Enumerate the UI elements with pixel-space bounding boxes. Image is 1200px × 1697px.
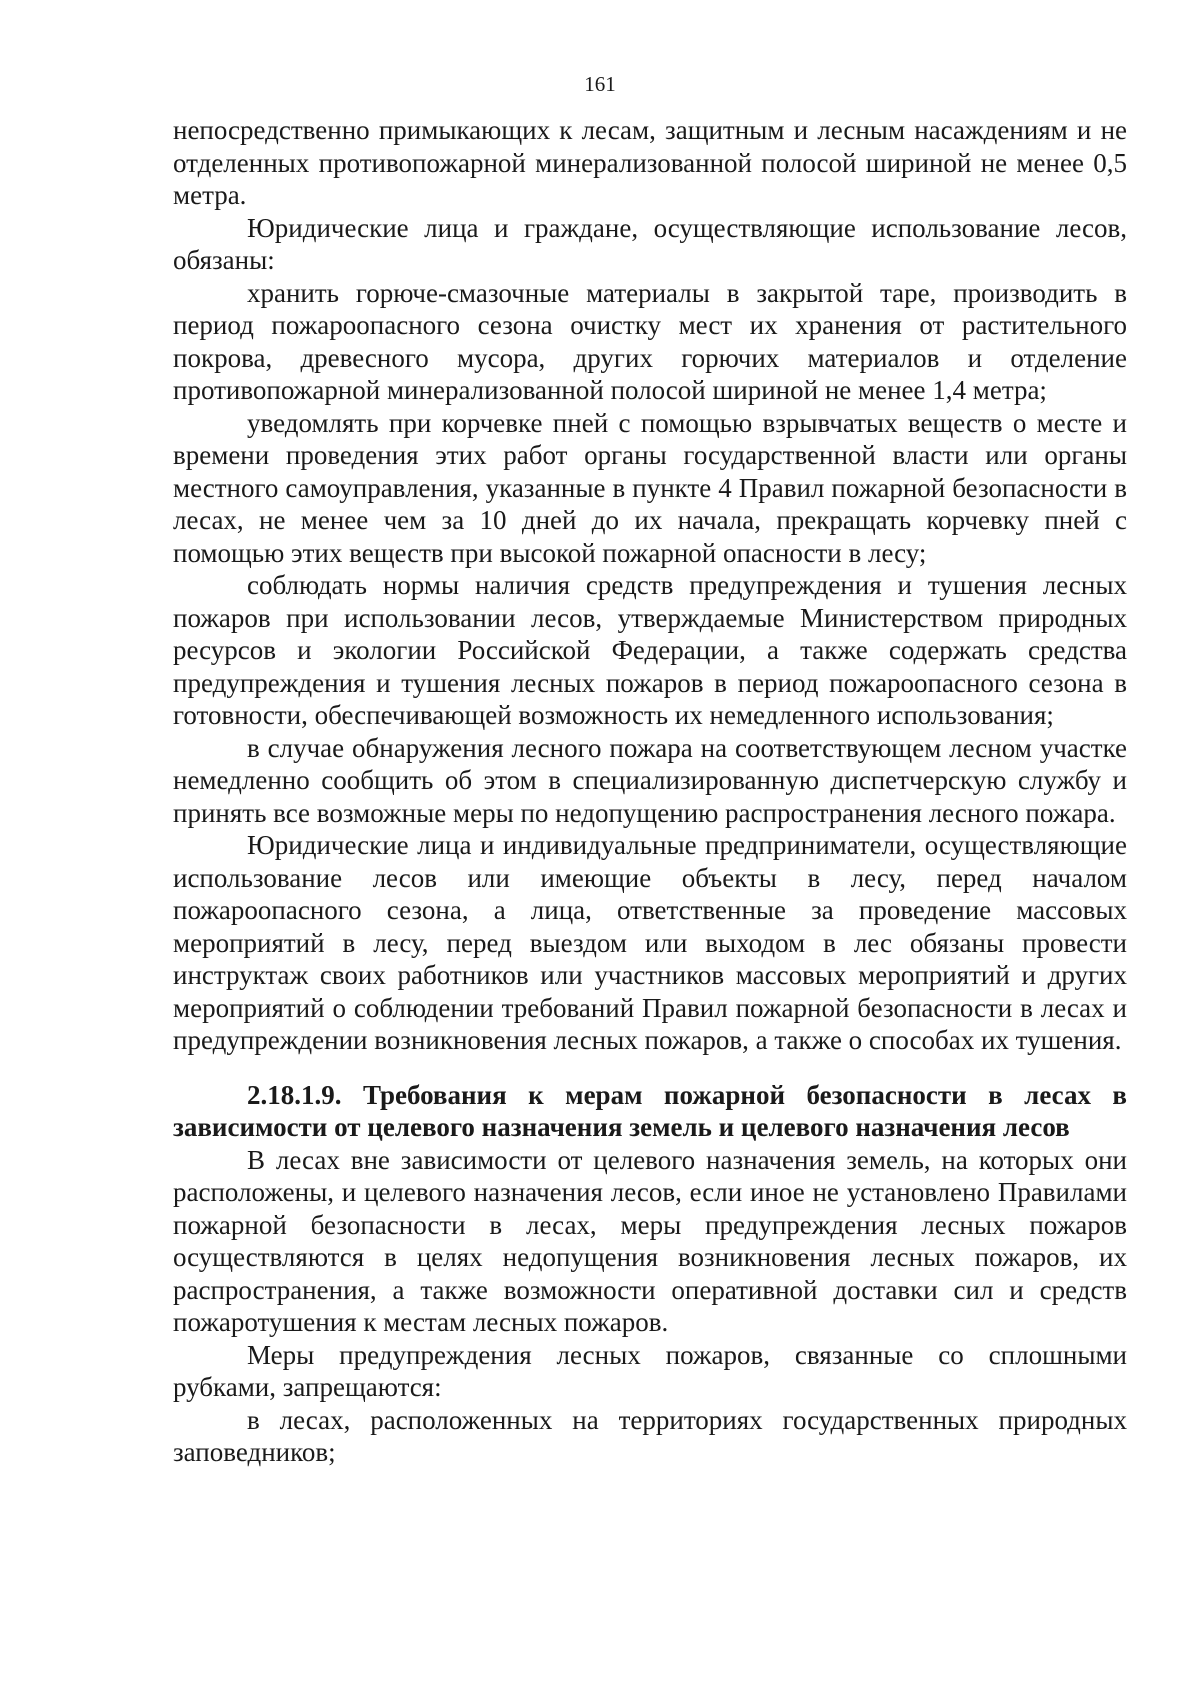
document-body <box>173 114 1127 1469</box>
paragraph-obligations-intro: Юридические лица и граждане, осуществляющие использование лесов, обязаны: <box>173 212 1127 275</box>
page-number: 161 <box>584 72 616 96</box>
paragraph-prohibitions-intro: Меры предупреждения лесных пожаров, связанные со сплошными рубками, запрещаются: <box>173 1339 1127 1402</box>
paragraph-fuel-storage: хранить горюче-смазочные материалы в закрытой таре, производить в период пожароопасного сезона очистку мест их хранения от растительного покрова, древесного мусора, других горючих материалов и отделение противопожарной минерализованной полосой шириной не менее 1,4 метра; <box>173 277 1127 405</box>
paragraph-forest-measures: В лесах вне зависимости от целевого назначения земель, на которых они расположены, и целевого назначения лесов, если иное не установлено Правилами пожарной безопасности в лесах, меры предупреждения лесных пожаров осуществляются в целях недопущения возникновения лесных пожаров, их распространения, а также возможности оперативной доставки сил и средств пожаротушения к местам лесных пожаров. <box>173 1144 1127 1337</box>
paragraph-instruction: Юридические лица и индивидуальные предприниматели, осуществляющие использование лесов или имеющие объекты в лесу, перед началом пожароопасного сезона, а лица, ответственные за проведение массовых мероприятий в лесу, перед выездом или выходом в лес обязаны провести инструктаж своих работников или участников массовых мероприятий и других мероприятий о соблюдении требований Правил пожарной безопасности в лесах и предупреждении возникновения лесных пожаров, а также о способах их тушения. <box>173 830 1127 1055</box>
paragraph-continuation: непосредственно примыкающих к лесам, защитным и лесным насаждениям и не отделенных противопожарной минерализованной полосой шириной не менее 0,5 метра. <box>173 115 1127 210</box>
paragraph-reserves: в лесах, расположенных на территориях государственных природных заповедников; <box>173 1404 1127 1467</box>
section-heading: 2.18.1.9. Требования к мерам пожарной безопасности в лесах в зависимости от целевого назначения земель и целевого назначения лесов <box>173 1079 1127 1142</box>
section-gap <box>173 1057 1127 1079</box>
paragraph-equipment-norms: соблюдать нормы наличия средств предупреждения и тушения лесных пожаров при использовании лесов, утверждаемые Министерством природных ресурсов и экологии Российской Федерации, а также содержать средства предупреждения и тушения лесных пожаров в период пожароопасного сезона в готовности, обеспечивающей возможность их немедленного использования; <box>173 570 1127 730</box>
paragraph-fire-detection: в случае обнаружения лесного пожара на соответствующем лесном участке немедленно сообщить об этом в специализированную диспетчерскую службу и принять все возможные меры по недопущению распространения лесного пожара. <box>173 732 1127 828</box>
paragraph-stump-removal: уведомлять при корчевке пней с помощью взрывчатых веществ о месте и времени проведения этих работ органы государственной власти или органы местного самоуправления, указанные в пункте 4 Правил пожарной безопасности в лесах, не менее чем за 10 дней до их начала, прекращать корчевку пней с помощью этих веществ при высокой пожарной опасности в лесу; <box>173 407 1127 568</box>
